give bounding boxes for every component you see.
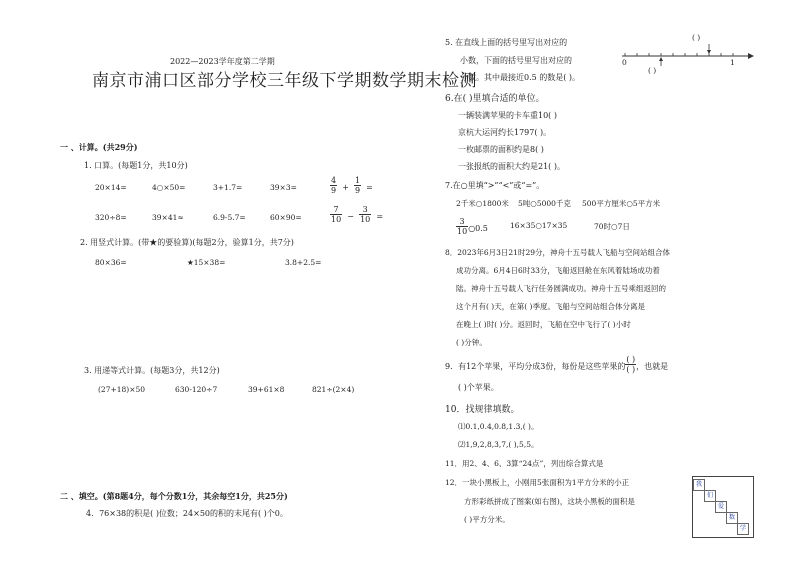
- q10-a: ⑴0.1,0.4,0.8,1.3,( )。: [458, 422, 539, 431]
- q2-item-3: 3.8+2.5=: [285, 258, 322, 267]
- q2-item-2: ★15×38=: [187, 258, 226, 267]
- q1-frac-expr-1: $\frac{4}{9}$ + $\frac{1}{9}$ =: [331, 176, 373, 195]
- q2-label: 2. 用竖式计算。(带★的要验算)(每题2分，验算1分，共7分): [80, 238, 294, 247]
- q1-label: 1. 口算。(每题1分，共10分): [84, 161, 188, 170]
- q8-line3: 陆。神舟十五号载人飞行任务圆满成功。神舟十五号乘组返回的: [456, 284, 666, 293]
- q5-line1: 5. 在直线上面的括号里写出对应的: [445, 38, 568, 47]
- q10-b: ⑵1,9,2,8,3,7,( ),5,5。: [458, 440, 539, 449]
- q5-line2: 小数，下面的括号里写出对应的: [460, 56, 572, 65]
- q3-item-2: 630-120÷7: [175, 385, 218, 394]
- q8-line5: 在晚上( )时( )分。返回时，飞船在空中飞行了( )小时: [456, 320, 631, 329]
- q6-item-4: 一张报纸的面积大约是21( )。: [458, 162, 565, 171]
- q4-text: 4．76×38的积是( )位数；24×50的积的末尾有( )个0。: [86, 509, 288, 518]
- q8-line4: 这个月有( )天，在第( )季度。飞船与空间站组合体分离是: [456, 302, 645, 311]
- q5-tick0: 0: [622, 58, 627, 67]
- q11-text: 11．用2、4、6、3算“24点”，列出综合算式是: [445, 459, 604, 468]
- q12-cell-5: 学: [737, 523, 749, 535]
- q5-line3: 分数。其中最接近0.5 的数是( )。: [460, 73, 581, 82]
- q7-r1-2: 5吨○5000千克: [518, 199, 571, 208]
- q6-item-3: 一枚邮票的面积约是8( ): [458, 145, 544, 154]
- q10-label: 10．找规律填数。: [445, 405, 520, 415]
- q9-line2: ( )个苹果。: [458, 383, 499, 392]
- q12-cell-4: 数: [726, 512, 738, 524]
- q1-r2-3: 6.9-5.7=: [213, 213, 246, 222]
- q3-item-3: 39+61×8: [248, 385, 285, 394]
- q12-blackboard: [692, 476, 754, 538]
- q12-cell-3: 爱: [715, 501, 727, 513]
- q7-r1-1: 2千米○1800米: [456, 199, 509, 208]
- page-title: 南京市浦口区部分学校三年级下学期数学期末检测: [92, 71, 477, 91]
- q1-r1-1: 20×14=: [95, 183, 127, 192]
- q8-line1: 8．2023年6月3日21时29分，神舟十五号载人飞船与空间站组合体: [445, 248, 670, 257]
- q5-paren-top: ( ): [692, 33, 701, 42]
- q1-r2-1: 320÷8=: [95, 213, 127, 222]
- term-label: 2022—2023学年度第二学期: [170, 57, 275, 66]
- number-line: [618, 36, 758, 78]
- q7-label: 7.在○里填“>”“<”或“=”。: [445, 181, 545, 190]
- q12-cell-2: 们: [704, 490, 716, 502]
- q7-frac-compare: $\frac{3}{10}$ ○0.5: [457, 217, 488, 236]
- q1-r1-4: 39×3=: [270, 183, 297, 192]
- q8-line6: ( )分钟。: [456, 338, 487, 347]
- section2-heading: 二 、填空。(第8题4分，每个分数1分，其余每空1分，共25分): [60, 491, 288, 501]
- q3-item-4: 821÷(2×4): [312, 385, 355, 394]
- q6-item-1: 一辆装满苹果的卡车重10( ): [458, 111, 557, 120]
- q3-item-1: (27+18)×50: [98, 385, 146, 394]
- q1-r2-4: 60×90=: [270, 213, 302, 222]
- q12-line1: 12．一块小黑板上，小刚用5张面积为1平方分米的小正: [445, 478, 630, 487]
- q5-tick1: 1: [730, 58, 735, 67]
- q1-r1-2: 4○×50=: [152, 183, 186, 192]
- q8-line2: 成功分离。6月4日6时33分，飞船返回舱在东风着陆场成功着: [456, 266, 660, 275]
- q5-paren-bottom: ( ): [648, 66, 657, 75]
- q3-label: 3. 用递等式计算。(每题3分，共12分): [84, 366, 220, 375]
- q1-frac-expr-2: $\frac{7}{10}$ − $\frac{3}{10}$ =: [331, 205, 384, 224]
- q12-cell-1: 我: [693, 479, 705, 491]
- section1-heading: 一 、计算。(共29分): [60, 142, 138, 152]
- q6-label: 6.在( )里填合适的单位。: [445, 94, 545, 104]
- q7-r2-2: 16×35○17×35: [510, 221, 568, 230]
- q12-line3: ( )平方分米。: [464, 515, 510, 524]
- q6-item-2: 京杭大运河约长1797( )。: [458, 128, 552, 137]
- q9-line1: 9．有12个苹果，平均分成3份，每份是这些苹果的 $\frac{( )}{( )}$ ，也就是: [445, 355, 669, 374]
- q12-line2: 方形彩纸拼成了图案(如右图)，这块小黑板的面积是: [464, 497, 635, 506]
- q1-r1-3: 3+1.7=: [213, 183, 243, 192]
- q7-r2-3: 70时○7日: [594, 222, 630, 231]
- q2-item-1: 80×36=: [95, 258, 127, 267]
- q1-r2-2: 39×41≈: [152, 213, 184, 222]
- q7-r1-3: 500平方厘米○5平方米: [582, 199, 661, 208]
